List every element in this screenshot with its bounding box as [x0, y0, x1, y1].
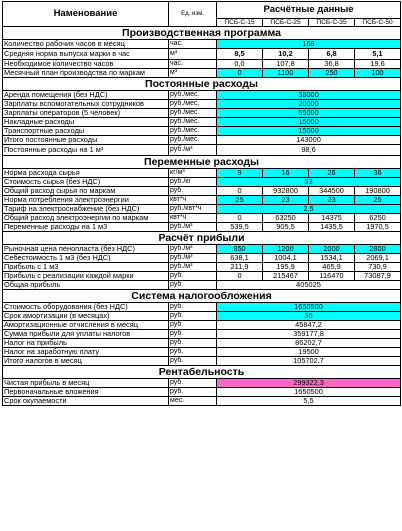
row-unit: руб. [169, 339, 217, 348]
table-row [3, 145, 401, 156]
row-unit: руб./мес. [169, 100, 217, 109]
row-label: Общий расход электроэнергии по маркам [3, 214, 169, 223]
row-value[interactable]: 23 [309, 196, 355, 205]
row-value: 14375 [309, 214, 355, 223]
row-value[interactable]: 9 [217, 169, 263, 178]
table-row [3, 348, 401, 357]
row-value: 1650500 [217, 388, 401, 397]
row-label: Постоянные расходы на 1 м³ [3, 145, 169, 156]
row-label: Общая прибыль [3, 281, 169, 290]
row-label: Средняя норма выпуска марки в час [3, 49, 169, 60]
row-value: 143000 [217, 136, 401, 145]
row-value: 638,1 [217, 254, 263, 263]
table-row [3, 187, 401, 196]
table-row [3, 91, 401, 100]
row-label: Себестоимость 1 м3 (без НДС) [3, 254, 169, 263]
row-value: 0 [217, 272, 263, 281]
row-label: Норма потребления электроэнергии [3, 196, 169, 205]
row-value[interactable]: 55000 [217, 109, 401, 118]
table-row [3, 254, 401, 263]
table-row [3, 281, 401, 290]
section-production-title: Производственная программа [3, 27, 401, 40]
row-value: 539,5 [217, 223, 263, 232]
table-row [3, 109, 401, 118]
row-unit: руб. [169, 348, 217, 357]
table-row [3, 196, 401, 205]
row-value: 465,9 [309, 263, 355, 272]
row-value[interactable]: 36 [355, 169, 401, 178]
row-value: 19,6 [355, 60, 401, 69]
table-row [3, 69, 401, 78]
row-unit: руб./мес. [169, 136, 217, 145]
table-row [3, 379, 401, 388]
row-value[interactable]: 23 [263, 196, 309, 205]
row-value: 5,1 [355, 49, 401, 60]
row-value: 8,5 [217, 49, 263, 60]
header-name: Наменование [3, 2, 169, 27]
section-profit-title: Расчёт прибыли [3, 232, 401, 245]
row-value: 211,9 [217, 263, 263, 272]
row-value: 5,5 [217, 397, 401, 406]
table-row [3, 127, 401, 136]
row-value: 36,8 [309, 60, 355, 69]
table-row [3, 303, 401, 312]
row-unit: руб./мес. [169, 118, 217, 127]
table-row [3, 205, 401, 214]
row-value[interactable]: 100 [355, 69, 401, 78]
row-value[interactable]: 1650500 [217, 303, 401, 312]
row-value[interactable]: 25 [217, 196, 263, 205]
row-value: 0 [217, 214, 263, 223]
row-unit: руб. [169, 187, 217, 196]
row-unit: руб./м³ [169, 223, 217, 232]
row-value[interactable]: 168 [217, 40, 401, 49]
header-row [3, 2, 401, 19]
row-unit: руб./мес. [169, 127, 217, 136]
row-unit: руб. [169, 357, 217, 366]
section-variable-title: Переменные расходы [3, 156, 401, 169]
table-row [3, 100, 401, 109]
calculation-table [2, 1, 401, 406]
row-value: 0,0 [217, 60, 263, 69]
row-label: Переменные расходы на 1 м3 [3, 223, 169, 232]
table-row [3, 388, 401, 397]
row-unit: час. [169, 40, 217, 49]
row-value: 344500 [309, 187, 355, 196]
row-label: Стоимость оборудования (без НДС) [3, 303, 169, 312]
row-value: 1534,1 [309, 254, 355, 263]
table-row [3, 263, 401, 272]
row-value[interactable]: 1200 [263, 245, 309, 254]
table-row [3, 312, 401, 321]
table-row [3, 330, 401, 339]
row-label: Необходимое количество часов [3, 60, 169, 69]
row-unit: руб. [169, 303, 217, 312]
row-label: Зарплаты операторов (5 человек) [3, 109, 169, 118]
header-calc-data: Расчётные данные [217, 2, 401, 19]
row-value: 10,2 [263, 49, 309, 60]
row-unit: руб. [169, 330, 217, 339]
row-label: Месячный план производства по маркам [3, 69, 169, 78]
table-row [3, 339, 401, 348]
row-value: 6,8 [309, 49, 355, 60]
table-row [3, 397, 401, 406]
row-label: Норма расхода сырья [3, 169, 169, 178]
row-value: 405025 [217, 281, 401, 290]
row-value[interactable]: 25 [355, 196, 401, 205]
table-row [3, 118, 401, 127]
row-unit: руб./м³ [169, 263, 217, 272]
row-value: 2069,1 [355, 254, 401, 263]
row-value: 932800 [263, 187, 309, 196]
row-value: 19500 [217, 348, 401, 357]
row-label: Аренда помещения (без НДС) [3, 91, 169, 100]
row-unit: квт*ч [169, 196, 217, 205]
row-value[interactable]: 2,5 [217, 205, 401, 214]
row-value[interactable]: 1100 [263, 69, 309, 78]
row-unit: руб./м³ [169, 254, 217, 263]
row-unit: м³ [169, 69, 217, 78]
row-label: Итого налогов в месяц [3, 357, 169, 366]
table-row [3, 60, 401, 69]
row-value[interactable]: 20000 [217, 100, 401, 109]
row-unit: час. [169, 60, 217, 69]
row-label: Итого постоянные расходы [3, 136, 169, 145]
row-label: Прибыль с реализации каждой марки [3, 272, 169, 281]
row-unit: мес. [169, 397, 217, 406]
table-row [3, 214, 401, 223]
row-value[interactable]: 15000 [217, 118, 401, 127]
header-unit: Ед. изм. [169, 2, 217, 27]
row-value: 730,9 [355, 263, 401, 272]
row-unit: руб. [169, 379, 217, 388]
section-fixed-title: Постоянные расходы [3, 78, 401, 91]
row-value[interactable]: 0 [217, 69, 263, 78]
row-unit: м³ [169, 49, 217, 60]
row-label: Тариф на электроснабжение (без НДС) [3, 205, 169, 214]
row-unit: руб./м³ [169, 245, 217, 254]
table-row [3, 40, 401, 49]
header-model-2: ПСБ-С-25 [263, 19, 309, 27]
row-label: Прибыль с 1 м3 [3, 263, 169, 272]
row-unit: квт*ч [169, 214, 217, 223]
row-value: 45847,2 [217, 321, 401, 330]
row-unit: кг/м³ [169, 169, 217, 178]
net-profit-value: 299322,3 [217, 379, 401, 388]
row-label: Амортизационные отчисления в месяц [3, 321, 169, 330]
row-value[interactable]: 2000 [309, 245, 355, 254]
table-row [3, 245, 401, 254]
header-model-4: ПСБ-С-50 [355, 19, 401, 27]
row-value: 86202,7 [217, 339, 401, 348]
row-label: Накладные расходы [3, 118, 169, 127]
row-value: 105702,7 [217, 357, 401, 366]
row-label: Сумма прибыли для уплаты налогов [3, 330, 169, 339]
row-label: Чистая прибыль в месяц [3, 379, 169, 388]
row-unit: руб./мес. [169, 91, 217, 100]
row-value: 63250 [263, 214, 309, 223]
row-value[interactable]: 850 [217, 245, 263, 254]
header-model-1: ПСБ-С-15 [217, 19, 263, 27]
row-value: 215467 [263, 272, 309, 281]
row-value: 116470 [309, 272, 355, 281]
row-value: 1004,1 [263, 254, 309, 263]
row-value: 98,6 [217, 145, 401, 156]
row-unit: руб. [169, 312, 217, 321]
row-unit: руб. [169, 321, 217, 330]
row-value: 0 [217, 187, 263, 196]
section-profitability-title: Рентабельность [3, 366, 401, 379]
table-row [3, 321, 401, 330]
row-label: Транспортные расходы [3, 127, 169, 136]
row-value: 195,9 [263, 263, 309, 272]
table-row [3, 272, 401, 281]
row-value[interactable]: 16 [263, 169, 309, 178]
section-tax-title: Система налогообложения [3, 290, 401, 303]
table-row [3, 136, 401, 145]
row-unit: руб. [169, 272, 217, 281]
row-value: 359177,8 [217, 330, 401, 339]
row-value[interactable]: 38000 [217, 91, 401, 100]
row-unit: руб. [169, 281, 217, 290]
table-row [3, 49, 401, 60]
row-label: Налог на заработную плату [3, 348, 169, 357]
row-unit: руб./кг [169, 178, 217, 187]
row-label: Срок окупаемости [3, 397, 169, 406]
row-value[interactable]: 250 [309, 69, 355, 78]
row-label: Срок амортизации (в месяцах) [3, 312, 169, 321]
row-unit: руб./м³ [169, 145, 217, 156]
row-label: Налог на прибыль [3, 339, 169, 348]
row-value[interactable]: 26 [309, 169, 355, 178]
row-label: Общий расход сырья по маркам [3, 187, 169, 196]
table-row [3, 169, 401, 178]
row-label: Первоначальные вложения [3, 388, 169, 397]
row-unit: руб./квт*ч [169, 205, 217, 214]
row-value: 905,5 [263, 223, 309, 232]
row-value: 73087,9 [355, 272, 401, 281]
table-row [3, 178, 401, 187]
row-label: Зарплаты вспомогательных сотрудников [3, 100, 169, 109]
row-value: 1970,5 [355, 223, 401, 232]
row-value[interactable]: 15000 [217, 127, 401, 136]
row-value: 6250 [355, 214, 401, 223]
row-label: Стоимость сырья (без НДС) [3, 178, 169, 187]
row-value: 1435,5 [309, 223, 355, 232]
row-unit: руб. [169, 388, 217, 397]
header-model-3: ПСБ-С-35 [309, 19, 355, 27]
row-value: 190800 [355, 187, 401, 196]
row-label: Рыночная цена пенопласта (без НДС) [3, 245, 169, 254]
row-unit: руб./мес. [169, 109, 217, 118]
row-value[interactable]: 53 [217, 178, 401, 187]
row-value: 107,8 [263, 60, 309, 69]
row-value[interactable]: 2800 [355, 245, 401, 254]
table-row [3, 357, 401, 366]
row-label: Количество рабочих часов в месяц [3, 40, 169, 49]
row-value[interactable]: 36 [217, 312, 401, 321]
table-row [3, 223, 401, 232]
